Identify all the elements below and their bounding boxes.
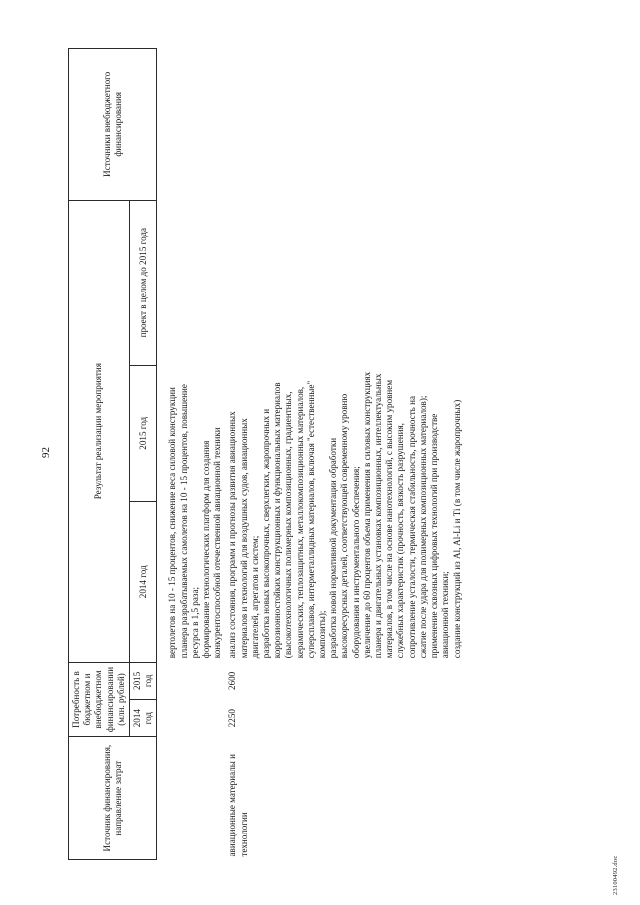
text-line: материалов, в том числе на основе нанотехнологий, с высоким уровнем	[384, 379, 395, 659]
text-line: применение сквозных цифровых технологий при производстве	[429, 413, 440, 659]
text-line: сопротивление усталости, термическая стабильность, прочность на	[406, 395, 417, 659]
header-result-project: проект в целом до 2015 года	[130, 200, 157, 365]
text-line: планера и двигательных установках композиционных, интеллектуальных	[373, 373, 384, 659]
header-need-2014: 2014 год	[130, 700, 157, 737]
row-value-2014: 2250	[227, 709, 238, 728]
text-line: формирование технологических платформ для создания	[201, 440, 212, 659]
header-need: Потребность в бюджетном и внебюджетном финансировании (млн. рублей)	[69, 662, 130, 737]
text-line: создание конструкций из Al, Al-Li и Ti (в том числе жаропрочных)	[451, 399, 462, 659]
text-line: вертолетов на 10 - 15 процентов, снижение веса силовой конструкции	[167, 387, 178, 659]
text-line: служебных характеристик (прочность, вязкость разрушения,	[395, 423, 406, 659]
header-source: Источник финансирования, направление затрат	[69, 737, 157, 860]
financing-table	[68, 48, 465, 860]
text-line: конкурентоспособной отечественной авиационной техники	[212, 427, 223, 659]
text-line: оборудования и инструментального обеспечения;	[350, 466, 361, 659]
page-number: 92	[40, 447, 52, 458]
header-extrabudget-sources: Источники внебюджетного финансирования	[69, 49, 157, 201]
header-need-2015: 2015 год	[130, 662, 157, 699]
text-line: сжатие после удара для полимерных композиционных материалов);	[417, 395, 428, 659]
text-line: авиационной техники;	[440, 571, 451, 659]
text-line: коррозионностойких конструкционных и функциональных материалов	[272, 382, 283, 659]
text-line: (высокотехнологичных полимерных композиционных, градиентных,	[283, 391, 294, 659]
text-line: разработка новых высокопрочных, сверхлегких, жаропрочных и	[261, 408, 272, 659]
text-line: ресурса в 1,5 раза;	[189, 586, 200, 659]
text-line: композиты);	[317, 610, 328, 659]
header-result: Результат реализации мероприятия	[69, 200, 130, 662]
header-gap	[157, 49, 166, 860]
row-result-text	[225, 49, 464, 663]
row-source: авиационные материалы и технологии	[227, 754, 249, 857]
header-result-2014: 2014 год	[130, 501, 157, 662]
text-line: суперсплавов, интерметаллидных материалов, включая "естественные"	[305, 380, 316, 659]
row-value-2015: 2600	[227, 671, 238, 690]
text-line: материалов и технологий для воздушных судов, авиационных	[238, 418, 249, 659]
header-row-1	[69, 49, 130, 860]
text-line: двигателей, агрегатов и систем;	[249, 535, 260, 659]
text-line: разработка новой нормативной документации обработки	[328, 437, 339, 659]
text-line: керамических, теплозащитных, металлокомпозиционных материалов,	[294, 386, 305, 659]
footer-filename: 23100492.doc	[612, 855, 619, 895]
text-line: увеличение до 60 процентов объема применения в силовых конструкциях	[361, 371, 372, 659]
text-line: планера разрабатываемых самолетов на 10 - 15 процентов, повышение	[178, 384, 189, 659]
continuation-row	[165, 49, 225, 860]
table-row	[225, 49, 464, 860]
continuation-text	[165, 49, 225, 663]
text-line: высокоресурсных деталей, соответствующей современному уровню	[339, 393, 350, 659]
text-line: анализ состояния, программ и прогнозы развития авиационных	[227, 411, 238, 659]
header-result-2015: 2015 год	[130, 365, 157, 501]
